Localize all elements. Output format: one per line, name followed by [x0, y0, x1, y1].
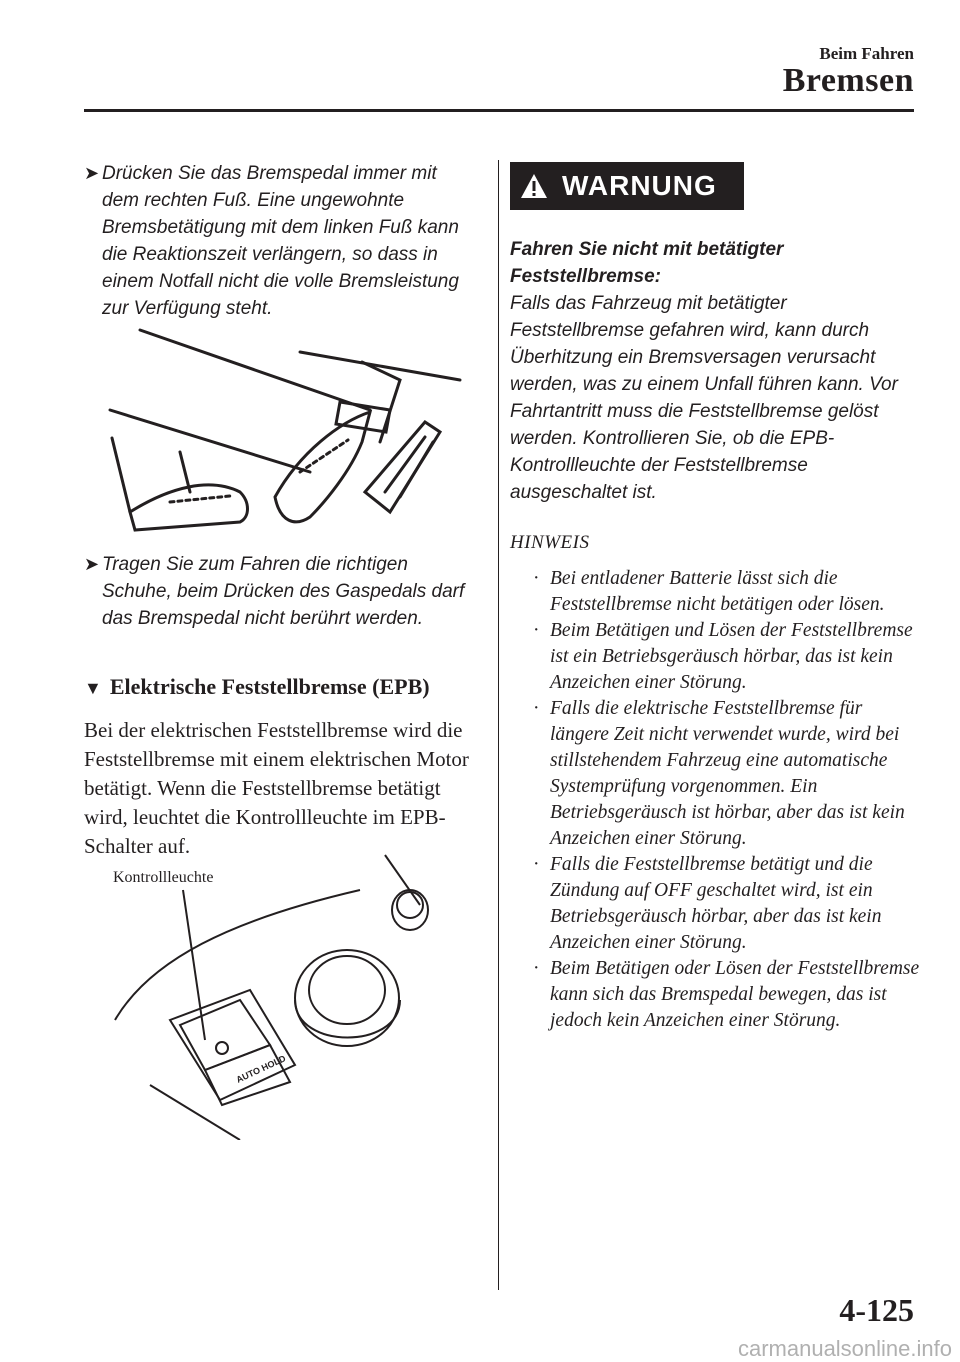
note-title: HINWEIS	[510, 532, 590, 553]
page-number: 4-125	[839, 1292, 914, 1328]
tip-brake-right-foot	[84, 160, 474, 322]
column-divider	[498, 160, 499, 1290]
list-item: · Falls die Feststellbremse betätigt und die Zündung auf OFF geschaltet wird, ist ein Betriebsgeräusch hörbar, aber das ist kein Anzeichen einer Störung.	[533, 854, 882, 953]
warning-title: Fahren Sie nicht mit betätigter Feststellbremse:	[510, 239, 784, 287]
warning-body: Falls das Fahrzeug mit betätigter Feststellbremse gefahren wird, kann durch Überhitzung ein Bremsversagen verursacht werden, was zu einem Unfall führen kann. Vor Fahrtantritt muss die Feststellbremse gelöst werden. Kontrollieren Sie, ob die EPB-Kontrollleuchte der Feststellbremse ausgeschaltet ist.	[510, 293, 898, 503]
tip-text: Drücken Sie das Bremspedal immer mit dem rechten Fuß. Eine ungewohnte Bremsbetätigung mit dem linken Fuß kann die Reaktionszeit verlängern, so dass in einem Notfall nicht die volle Bremsleistung zur Verfügung steht.	[102, 163, 459, 319]
subheading-text: Elektrische Feststellbremse (EPB)	[109, 674, 430, 699]
list-item: · Falls die elektrische Feststellbremse für längere Zeit nicht verwendet wurde, wird bei stillstehendem Fahrzeug eine automatische Systemprüfung vorgenommen. Ein Betriebsgeräusch ist hörbar, aber das ist kein Anzeichen einer Störung.	[533, 698, 905, 849]
header-rule	[84, 109, 914, 112]
watermark: carmanualsonline.info	[737, 1336, 952, 1361]
tip-text: Tragen Sie zum Fahren die richtigen Schuhe, beim Drücken des Gaspedals darf das Bremspedal nicht berührt werden.	[102, 554, 465, 629]
arrow-bullet-icon: ➤	[84, 163, 100, 183]
page-header	[0, 0, 960, 120]
auto-hold-text: AUTO HOLD	[234, 1053, 288, 1085]
subheading	[84, 674, 430, 700]
arrow-bullet-icon: ➤	[84, 554, 100, 574]
epb-description: Bei der elektrischen Feststellbremse wird die Feststellbremse mit einem elektrischen Motor betätigt. Wenn die Feststellbremse betätigt wird, leuchtet die Kontrollleuchte im EPB-Schalter auf.	[84, 718, 469, 858]
section-name: Beim Fahren	[819, 44, 914, 63]
list-item: · Bei entladener Batterie lässt sich die Feststellbremse nicht betätigen oder lösen.	[533, 568, 885, 615]
pedal-foot-illustration	[100, 322, 480, 548]
epb-switch-illustration	[110, 850, 440, 1140]
warning-banner	[510, 162, 744, 210]
note-list	[530, 566, 920, 1034]
triangle-down-icon: ▼	[84, 678, 102, 698]
page-title: Bremsen	[782, 62, 914, 99]
callout-label: Kontrollleuchte	[113, 869, 214, 886]
warning-triangle-icon	[510, 162, 558, 210]
list-item: · Beim Betätigen und Lösen der Feststellbremse ist ein Betriebsgeräusch hörbar, das ist kein Anzeichen einer Störung.	[533, 620, 913, 693]
tip-proper-shoes	[84, 551, 474, 632]
warning-label: WARNUNG	[562, 170, 717, 201]
list-item: · Beim Betätigen oder Lösen der Feststellbremse kann sich das Bremspedal bewegen, das ist jedoch kein Anzeichen einer Störung.	[533, 958, 920, 1031]
